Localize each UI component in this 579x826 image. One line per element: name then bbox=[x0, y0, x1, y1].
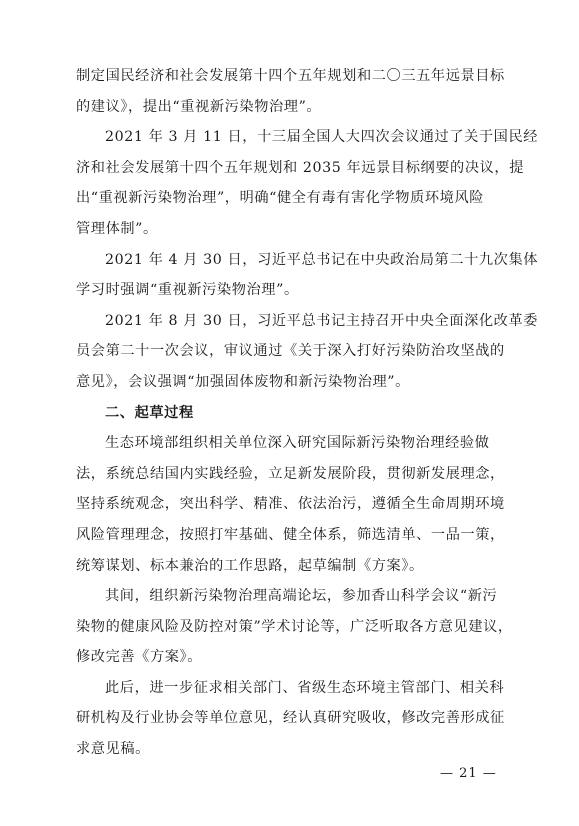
text-line: 染物的健康风险及防控对策”学术讨论等，广泛听取各方意见建议， bbox=[76, 618, 513, 635]
section-heading: 二、起草过程 bbox=[105, 404, 194, 421]
text-line: 济和社会发展第十四个五年规划和 2035 年远景目标纲要的决议，提 bbox=[76, 159, 524, 176]
text-line: 2021 年 8 月 30 日，习近平总书记主持召开中央全面深化改革委 bbox=[105, 312, 539, 329]
text-line: 的建议》，提出“重视新污染物治理”。 bbox=[76, 98, 322, 115]
page-number: — 21 — bbox=[440, 766, 497, 781]
text-line: 修改完善《方案》。 bbox=[76, 649, 202, 666]
text-line: 出“重视新污染物治理”，明确“健全有毒有害化学物质环境风险 bbox=[76, 190, 485, 207]
text-line: 统筹谋划、标本兼治的工作思路，起草编制《方案》。 bbox=[76, 557, 424, 574]
text-line: 2021 年 3 月 11 日，十三届全国人大四次会议通过了关于国民经 bbox=[105, 129, 539, 146]
text-line: 管理体制”。 bbox=[76, 220, 158, 237]
document-body bbox=[76, 64, 539, 768]
text-line: 其间，组织新污染物治理高端论坛，参加香山科学会议“新污 bbox=[105, 588, 498, 605]
text-line: 法，系统总结国内实践经验，立足新发展阶段，贯彻新发展理念， bbox=[76, 465, 505, 482]
text-line: 意见》，会议强调“加强固体废物和新污染物治理”。 bbox=[76, 373, 410, 390]
text-line: 研机构及行业协会等单位意见，经认真研究吸收，修改完善形成征 bbox=[76, 710, 505, 727]
text-line: 坚持系统观念，突出科学、精准、依法治污，遵循全生命周期环境 bbox=[76, 496, 505, 513]
text-line: 员会第二十一次会议，审议通过《关于深入打好污染防治攻坚战的 bbox=[76, 343, 505, 360]
text-line: 生态环境部组织相关单位深入研究国际新污染物治理经验做 bbox=[105, 435, 490, 452]
text-line: 学习时强调“重视新污染物治理”。 bbox=[76, 282, 299, 299]
text-line: 制定国民经济和社会发展第十四个五年规划和二〇三五年远景目标 bbox=[76, 68, 505, 84]
text-line: 求意见稿。 bbox=[76, 741, 150, 758]
text-line: 此后，进一步征求相关部门、省级生态环境主管部门、相关科 bbox=[105, 679, 505, 696]
text-line: 2021 年 4 月 30 日，习近平总书记在中央政治局第二十九次集体 bbox=[105, 251, 539, 268]
text-line: 风险管理理念，按照打牢基础、健全体系，筛选清单、一品一策， bbox=[76, 526, 505, 543]
